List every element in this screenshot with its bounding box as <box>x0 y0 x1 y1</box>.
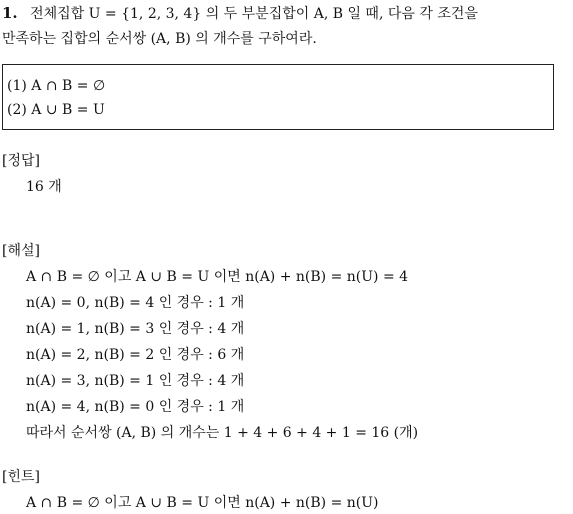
condition-box <box>2 64 554 130</box>
explanation-line: n(A) = 1, n(B) = 3 인 경우 : 4 개 <box>26 321 245 337</box>
problem-number: 1. <box>2 4 18 22</box>
explanation-header: [해설] <box>2 243 40 259</box>
explanation-line: n(A) = 2, n(B) = 2 인 경우 : 6 개 <box>26 347 245 363</box>
explanation-conclusion: 따라서 순서쌍 (A, B) 의 개수는 1 + 4 + 6 + 4 + 1 = 16 (개) <box>26 425 419 441</box>
problem-line-1 <box>2 4 478 23</box>
condition-2: (2) A ∪ B = U <box>7 102 105 118</box>
explanation-line: A ∩ B = ∅ 이고 A ∪ B = U 이면 n(A) + n(B) = n(U) = 4 <box>26 269 409 285</box>
explanation-line: n(A) = 0, n(B) = 4 인 경우 : 1 개 <box>26 295 245 311</box>
problem-text-1: 전체집합 U = {1, 2, 3, 4} 의 두 부분집합이 A, B 일 때, 다음 각 조건을 <box>30 6 478 22</box>
problem-text-2: 만족하는 집합의 순서쌍 (A, B) 의 개수를 구하여라. <box>2 31 317 47</box>
hint-line: A ∩ B = ∅ 이고 A ∪ B = U 이면 n(A) + n(B) = n(U) <box>26 495 379 511</box>
condition-1: (1) A ∩ B = ∅ <box>7 78 106 94</box>
answer-header: [정답] <box>2 153 40 169</box>
hint-header: [힌트] <box>2 469 40 485</box>
answer-value: 16 개 <box>26 179 62 195</box>
explanation-line: n(A) = 3, n(B) = 1 인 경우 : 4 개 <box>26 373 245 389</box>
explanation-line: n(A) = 4, n(B) = 0 인 경우 : 1 개 <box>26 399 245 415</box>
